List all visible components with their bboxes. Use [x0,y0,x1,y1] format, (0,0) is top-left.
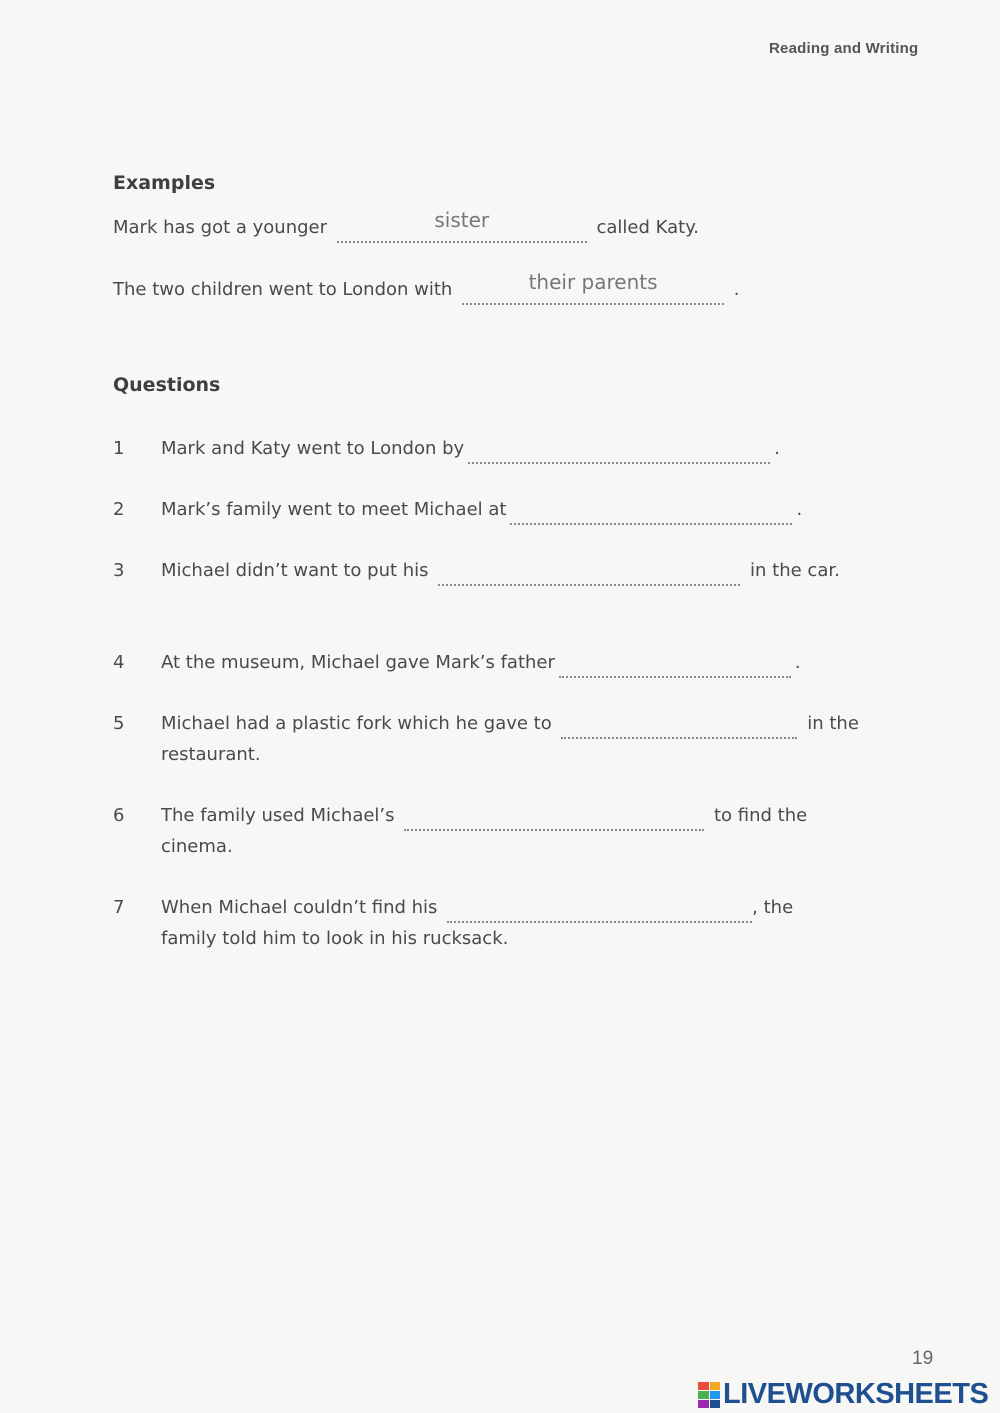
liveworksheets-logo-icon [698,1382,720,1408]
question-3 [161,555,846,586]
question-6 [161,800,846,862]
question-text-after: . [794,652,801,673]
example-blank [337,208,587,243]
example-text-before: Mark has got a younger [113,217,327,238]
examples-title: Examples [113,172,216,194]
question-text-after: , the family told him to look in his rucksack. [161,897,794,949]
question-5 [161,708,861,770]
question-text-before: Michael had a plastic fork which he gave to [161,713,552,734]
question-text-before: At the museum, Michael gave Mark’s father [161,652,555,673]
question-text-before: Mark and Katy went to London by [161,438,465,459]
questions-title: Questions [113,374,221,396]
watermark-text: LIVEWORKSHEETS [723,1378,989,1410]
question-text-before: Michael didn’t want to put his [161,560,429,581]
example-2 [113,270,740,305]
example-text-before: The two children went to London with [113,279,453,300]
question-text-before: Mark’s family went to meet Michael at [161,499,507,520]
example-answer: their parents [528,270,658,294]
example-1 [113,208,700,243]
question-text-before: When Michael couldn’t find his [161,897,438,918]
question-text-after: . [774,438,780,459]
question-1 [161,433,846,464]
question-number: 2 [113,499,125,520]
question-number: 4 [113,652,125,673]
question-number: 1 [113,438,125,459]
question-number: 5 [113,713,125,734]
header-section-title: Reading and Writing [769,40,919,57]
question-text-after: . [796,499,803,520]
question-2 [161,494,846,525]
question-7 [161,892,846,954]
example-blank [462,270,724,305]
answer-blank-7[interactable] [447,895,752,923]
answer-blank-6[interactable] [404,803,704,831]
answer-blank-2[interactable] [510,497,792,525]
question-number: 6 [113,805,125,826]
example-answer: sister [434,208,490,232]
question-number: 3 [113,560,125,581]
question-text-after: in the car. [750,560,840,581]
page-number: 19 [912,1348,934,1369]
liveworksheets-watermark[interactable] [698,1378,988,1411]
answer-blank-4[interactable] [559,650,791,678]
answer-blank-3[interactable] [438,558,740,586]
question-text-before: The family used Michael’s [161,805,395,826]
question-text-after: to find the cinema. [161,805,808,857]
example-text-after: called Katy. [596,217,700,238]
answer-blank-5[interactable] [561,711,797,739]
question-number: 7 [113,897,125,918]
question-4 [161,647,846,678]
example-text-after: . [733,279,740,300]
answer-blank-1[interactable] [468,436,770,464]
question-text-after: in the restaurant. [161,713,859,765]
